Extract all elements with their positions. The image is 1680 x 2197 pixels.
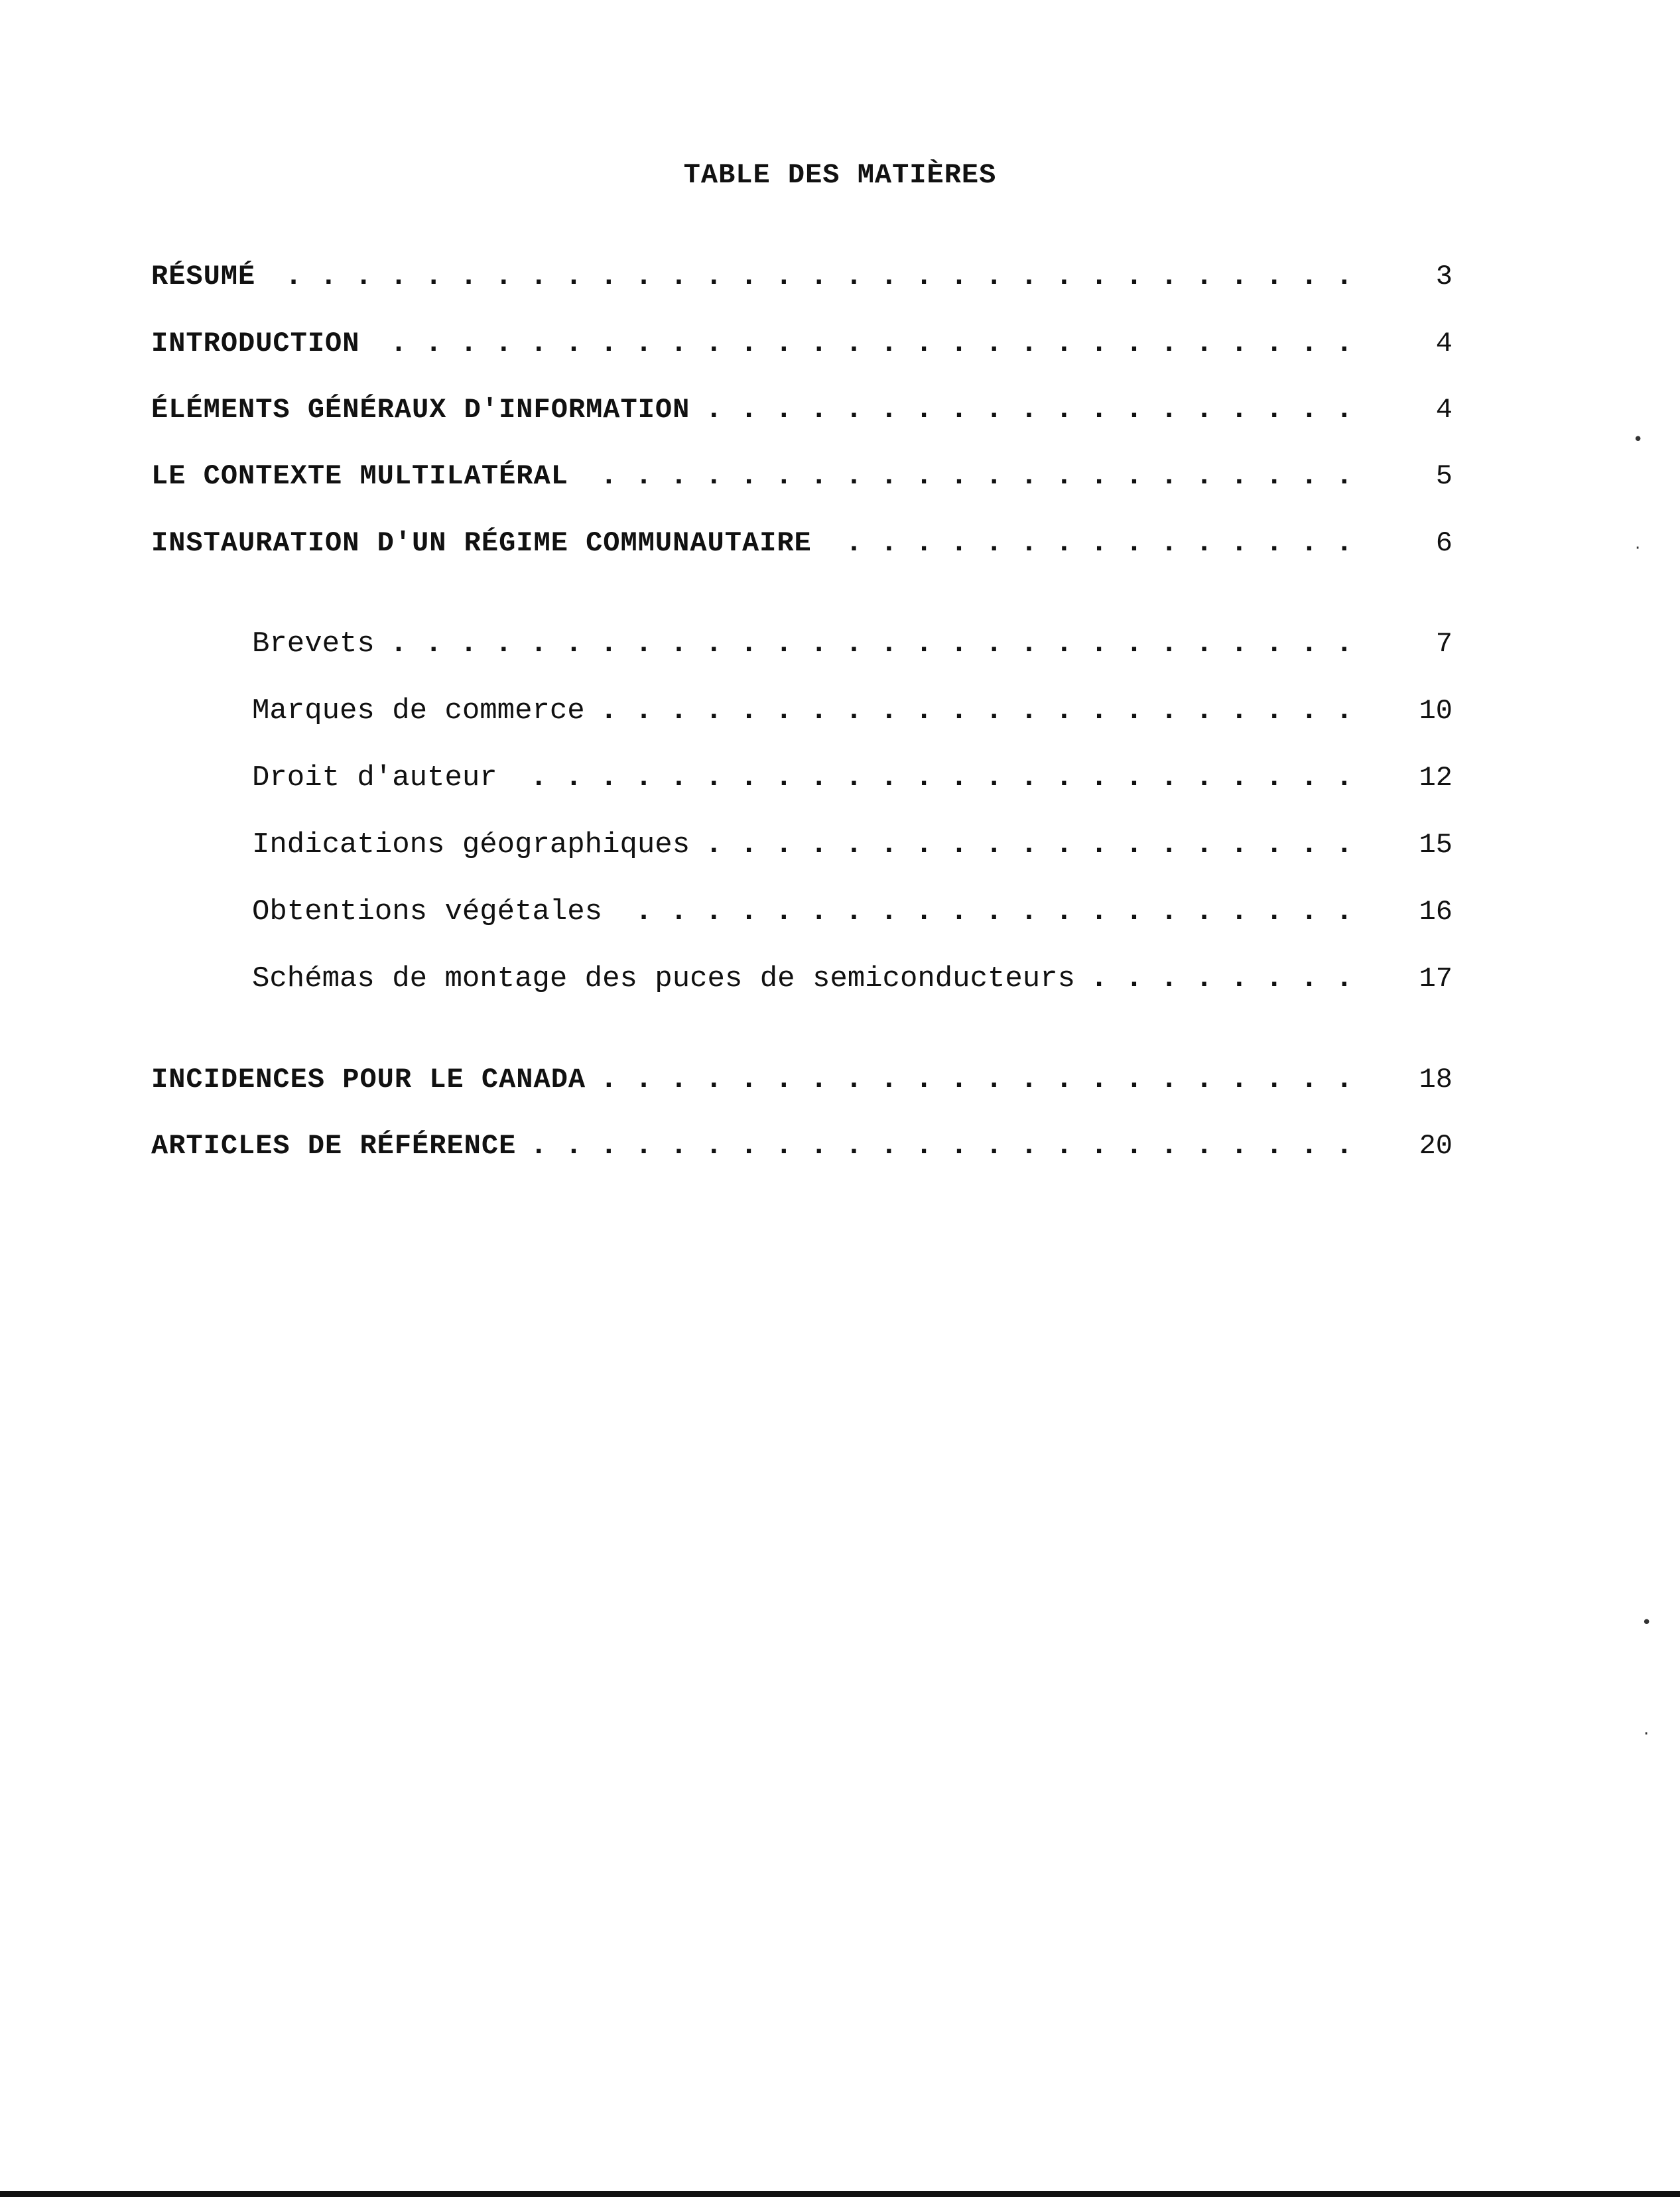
toc-entry-elements-generaux	[151, 393, 1453, 433]
toc-entry-label: INCIDENCES POUR LE CANADA	[151, 1064, 586, 1096]
toc-entry-contexte-multilateral	[151, 460, 1453, 499]
toc-entry-label: Obtentions végétales	[252, 895, 603, 928]
toc-entry-label: INTRODUCTION	[151, 328, 360, 359]
toc-entry-page: 15	[1419, 829, 1453, 861]
toc-title: TABLE DES MATIÈRES	[683, 159, 997, 191]
toc-entry-page: 20	[1419, 1130, 1453, 1162]
dot-leader	[509, 761, 1353, 794]
scan-bottom-edge	[0, 2191, 1680, 2197]
toc-entry-page: 12	[1419, 762, 1453, 794]
toc-entry-page: 16	[1419, 896, 1453, 928]
toc-entry-page: 18	[1419, 1064, 1453, 1096]
dot-leader	[614, 895, 1353, 928]
dot-leader	[1087, 962, 1353, 995]
toc-entry-label: INSTAURATION D'UN RÉGIME COMMUNAUTAIRE	[151, 527, 812, 559]
scan-speck-mark: ·	[1635, 538, 1641, 558]
toc-entry-label: ÉLÉMENTS GÉNÉRAUX D'INFORMATION	[151, 394, 690, 426]
toc-entry-introduction	[151, 327, 1453, 367]
scan-speck-mark: ·	[1644, 1724, 1649, 1744]
toc-subentry-obtentions	[252, 895, 1453, 935]
dot-leader	[598, 1063, 1353, 1096]
toc-entry-instauration	[151, 527, 1453, 566]
dot-leader	[824, 527, 1353, 560]
toc-subentry-droit-auteur	[252, 761, 1453, 801]
toc-entry-articles	[151, 1129, 1453, 1169]
toc-entry-page: 5	[1435, 460, 1453, 492]
scan-speck-mark: •	[1633, 430, 1644, 450]
toc-entry-label: Droit d'auteur	[252, 761, 497, 794]
toc-entry-page: 4	[1435, 328, 1453, 359]
toc-entry-page: 6	[1435, 527, 1453, 559]
toc-subentry-indications	[252, 828, 1453, 868]
toc-entry-label: Brevets	[252, 627, 375, 660]
toc-subentry-schemas	[252, 962, 1453, 1002]
toc-entry-label: LE CONTEXTE MULTILATÉRAL	[151, 460, 568, 492]
dot-leader	[597, 694, 1353, 727]
toc-entry-page: 3	[1435, 261, 1453, 292]
toc-subentry-marques	[252, 694, 1453, 734]
dot-leader	[702, 393, 1353, 426]
toc-entry-incidences	[151, 1063, 1453, 1103]
dot-leader	[528, 1129, 1353, 1162]
dot-leader	[702, 828, 1353, 861]
toc-entry-resume	[151, 260, 1453, 300]
dot-leader	[387, 627, 1353, 660]
toc-entry-page: 4	[1435, 394, 1453, 426]
toc-entry-label: Marques de commerce	[252, 694, 585, 727]
toc-entry-label: Schémas de montage des puces de semiconducteurs	[252, 962, 1076, 995]
toc-entry-page: 7	[1435, 628, 1453, 660]
toc-entry-page: 10	[1419, 695, 1453, 727]
dot-leader	[371, 327, 1353, 360]
dot-leader	[267, 260, 1353, 293]
toc-entry-label: RÉSUMÉ	[151, 261, 256, 292]
dot-leader	[580, 460, 1353, 493]
toc-subentry-brevets	[252, 627, 1453, 667]
toc-entry-label: ARTICLES DE RÉFÉRENCE	[151, 1130, 517, 1162]
scan-speck-mark: •	[1642, 1613, 1652, 1633]
toc-entry-page: 17	[1419, 963, 1453, 995]
toc-entry-label: Indications géographiques	[252, 828, 690, 861]
